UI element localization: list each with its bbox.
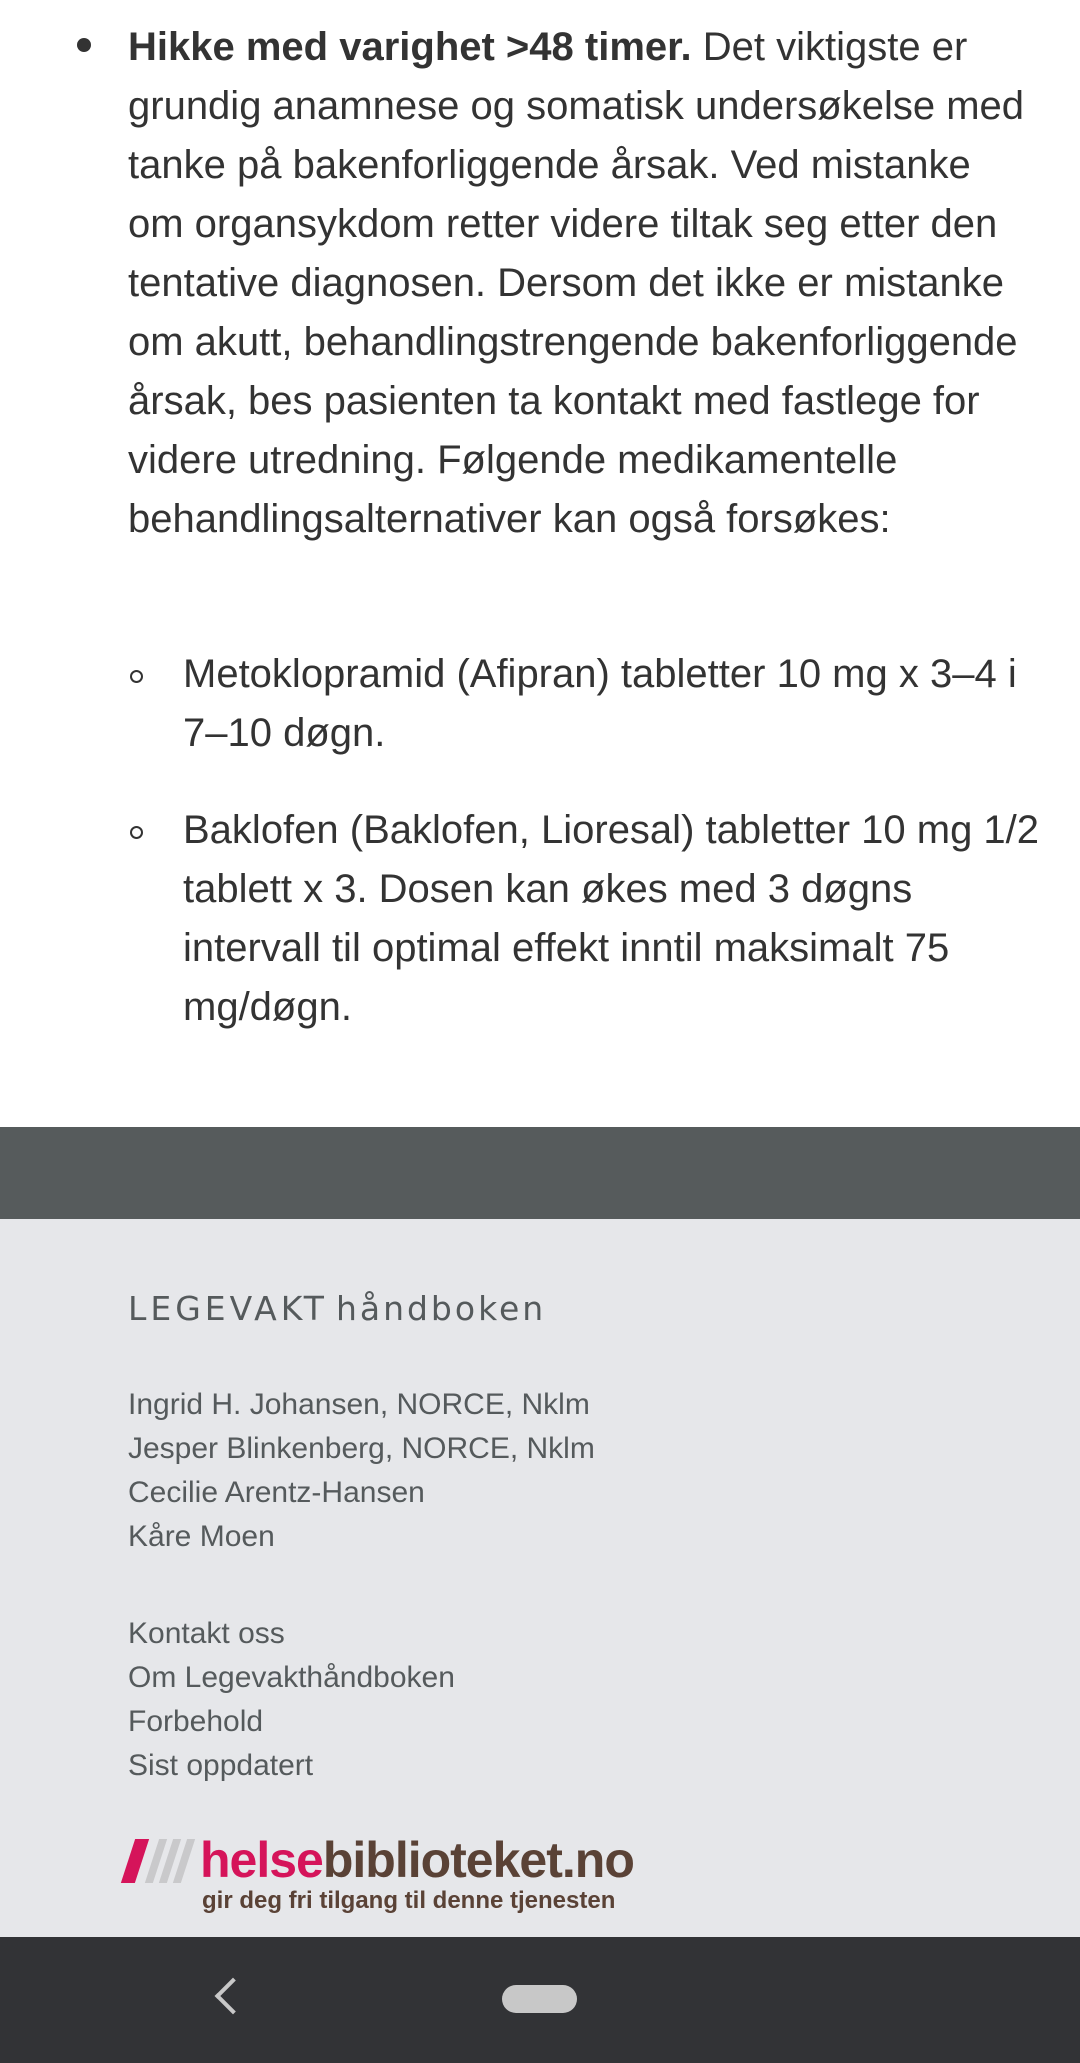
main-list-item-heading: Hikke med varighet >48 timer.	[128, 25, 692, 69]
helse-slash-icon	[121, 1839, 149, 1883]
logo-word-legevakt: LEGEVAKT	[128, 1289, 328, 1328]
logo-word-handboken: håndboken	[335, 1289, 547, 1328]
home-pill-icon[interactable]	[502, 1985, 577, 2013]
legevakt-logo[interactable]	[128, 1289, 546, 1328]
sub-list-item-baklofen: Baklofen (Baklofen, Lioresal) tabletter 10 mg 1/2 tablett x 3. Dosen kan økes med 3 døgns intervall til optimal effekt inntil maksimalt 75 mg/døgn.	[183, 808, 1040, 1029]
chevron-left-icon[interactable]	[215, 1978, 252, 2015]
helse-tagline: gir deg fri tilgang til denne tjenesten	[202, 1887, 616, 1914]
author-line: Cecilie Arentz-Hansen	[128, 1476, 425, 1509]
author-line: Jesper Blinkenberg, NORCE, Nklm	[128, 1432, 595, 1465]
system-navigation-bar	[0, 1937, 1080, 2063]
main-list-item-text: Det viktigste er grundig anamnese og somatisk undersøkelse med tanke på bakenforliggende årsak. Ved mistanke om organsykdom retter videre tiltak seg etter den tentative diagnosen. Dersom det ikke er mistanke om akutt, behandlingstrengende bakenforliggende årsak, bes pasienten ta kontakt med fastlege for videre utredning. Følgende medikamentelle behandlingsalternativer kan også forsøkes:	[128, 25, 1025, 541]
footer-link-om[interactable]: Om Legevakthåndboken	[128, 1661, 455, 1694]
footer	[0, 1219, 1080, 1937]
circle-bullet-icon	[130, 670, 143, 683]
footer-link-kontakt[interactable]: Kontakt oss	[128, 1617, 285, 1650]
main-list-item	[128, 18, 1028, 549]
footer-link-sist-oppdatert[interactable]: Sist oppdatert	[128, 1749, 314, 1782]
author-line: Ingrid H. Johansen, NORCE, Nklm	[128, 1388, 590, 1421]
footer-top-band	[0, 1127, 1080, 1219]
helse-wordmark: helsebiblioteket.no	[200, 1832, 634, 1888]
footer-link-forbehold[interactable]: Forbehold	[128, 1705, 264, 1738]
bullet-dot-icon	[77, 38, 91, 52]
sub-list-item-metoklopramid: Metoklopramid (Afipran) tabletter 10 mg x 3–4 i 7–10 døgn.	[183, 652, 1017, 755]
author-line: Kåre Moen	[128, 1520, 275, 1553]
helsebiblioteket-logo[interactable]	[128, 1832, 634, 1917]
circle-bullet-icon	[130, 826, 143, 839]
